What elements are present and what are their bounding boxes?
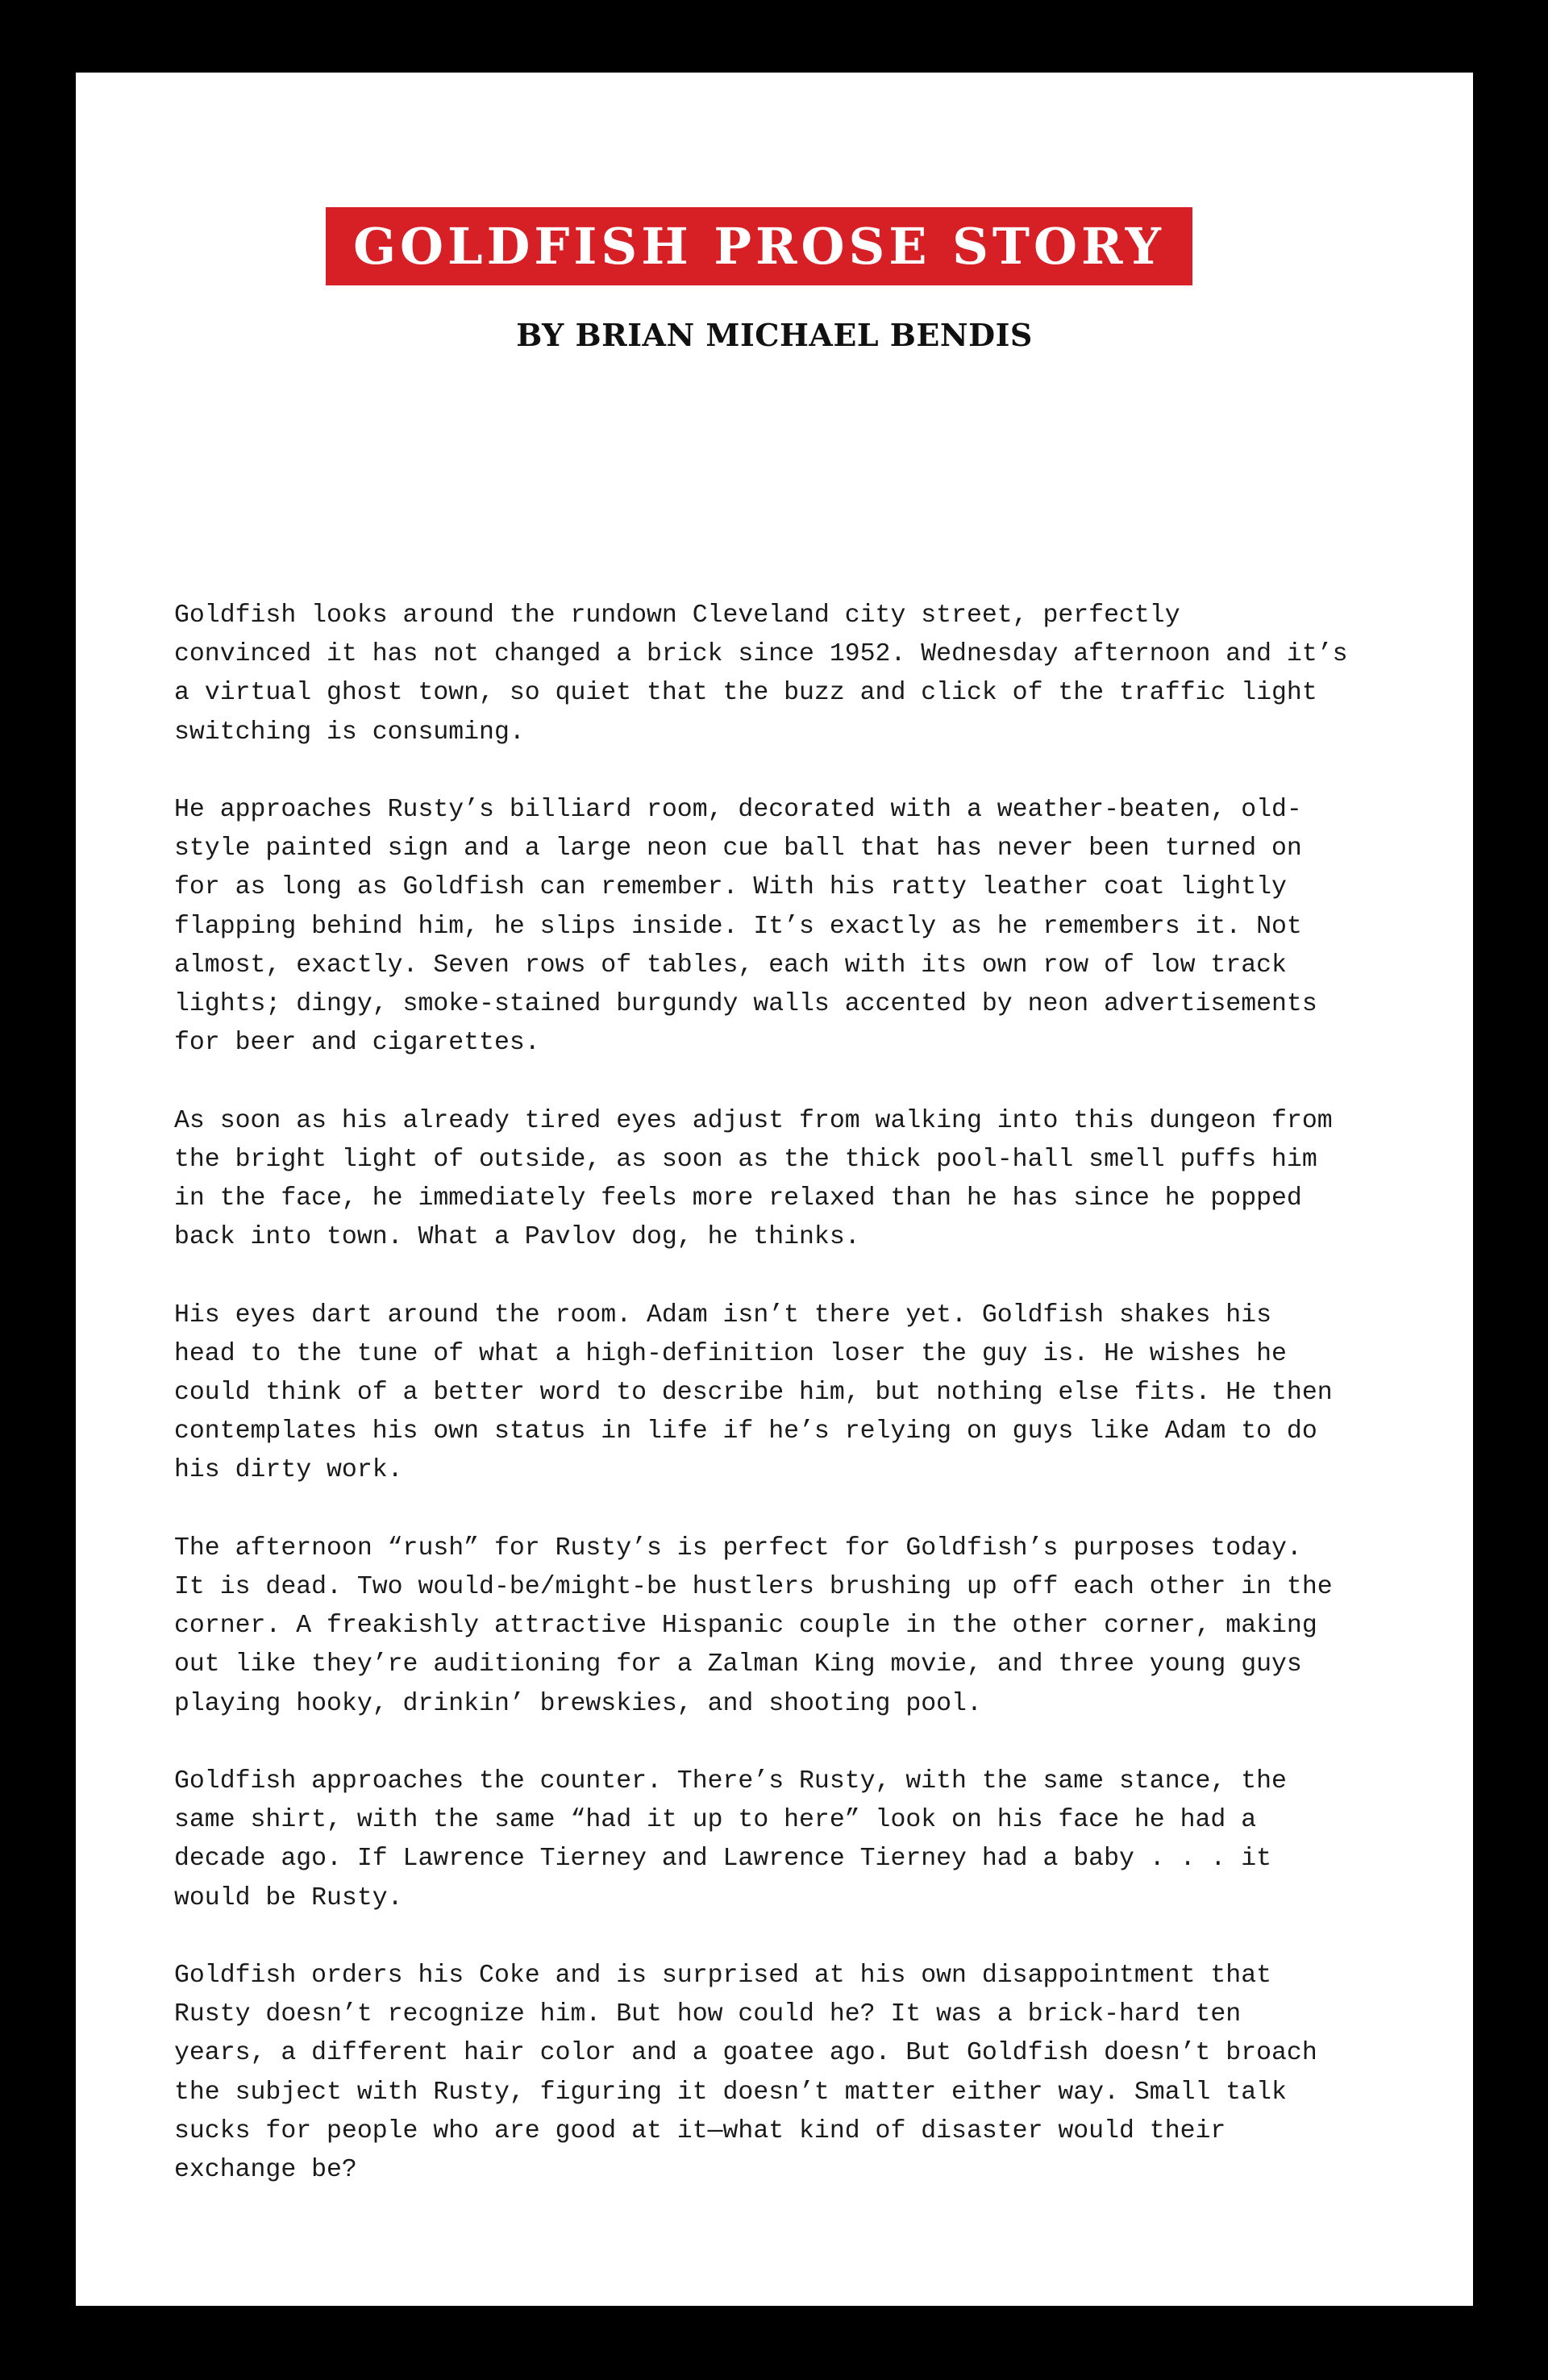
story-paragraph: Goldfish looks around the rundown Cleveland city street, perfectly convinced it has not changed a brick since 1952. Wednesday afternoon and it’s a virtual ghost town, so quiet that the buzz and click of the traffic light switching is consuming. bbox=[174, 601, 1348, 747]
story-page bbox=[76, 73, 1473, 2306]
story-paragraph: He approaches Rusty’s billiard room, decorated with a weather-beaten, old- style painted sign and a large neon cue ball that has never been turned on for as long as Goldfish can remember. With his ratty leather coat lightly flapping behind him, he slips inside. It’s exactly as he remembers it. Not almost, exactly. Seven rows of tables, each with its own row of low track lights; dingy, smoke-stained burgundy walls accented by neon advertisements for beer and cigarettes. bbox=[174, 796, 1317, 1058]
story-paragraph: Goldfish approaches the counter. There’s Rusty, with the same stance, the same shirt, with the same “had it up to here” look on his face he had a decade ago. If Lawrence Tierney and Lawrence Tierney had a baby . . . it would be Rusty. bbox=[174, 1767, 1287, 1912]
title-banner bbox=[326, 207, 1192, 285]
story-paragraph: As soon as his already tired eyes adjust from walking into this dungeon from the bright light of outside, as soon as the thick pool-hall smell puffs him in the face, he immediately feels more relaxed than he has since he popped back into town. What a Pavlov dog, he thinks. bbox=[174, 1106, 1333, 1252]
story-paragraph: His eyes dart around the room. Adam isn’t there yet. Goldfish shakes his head to the tune of what a high-definition loser the guy is. He wishes he could think of a better word to describe him, but nothing else fits. He then contemplates his own status in life if he’s relying on guys like Adam to do his dirty work. bbox=[174, 1300, 1333, 1485]
story-body bbox=[174, 597, 1432, 2228]
story-title: GOLDFISH PROSE STORY bbox=[353, 217, 1165, 276]
author-byline: BY BRIAN MICHAEL BENDIS bbox=[516, 317, 1033, 353]
story-paragraph: Goldfish orders his Coke and is surprised at his own disappointment that Rusty doesn’t recognize him. But how could he? It was a brick-hard ten years, a different hair color and a goatee ago. But Goldfish doesn’t broach the subject with Rusty, figuring it doesn’t matter either way. Small talk sucks for people who are good at it—what kind of disaster would their exchange be? bbox=[174, 1962, 1317, 2185]
story-paragraph: The afternoon “rush” for Rusty’s is perfect for Goldfish’s purposes today. It is dead. Two would-be/might-be hustlers brushing up off each other in the corner. A freakishly attractive Hispanic couple in the other corner, making out like they’re auditioning for a Zalman King movie, and three young guys playing hooky, drinkin’ brewskies, and shooting pool. bbox=[174, 1533, 1333, 1718]
